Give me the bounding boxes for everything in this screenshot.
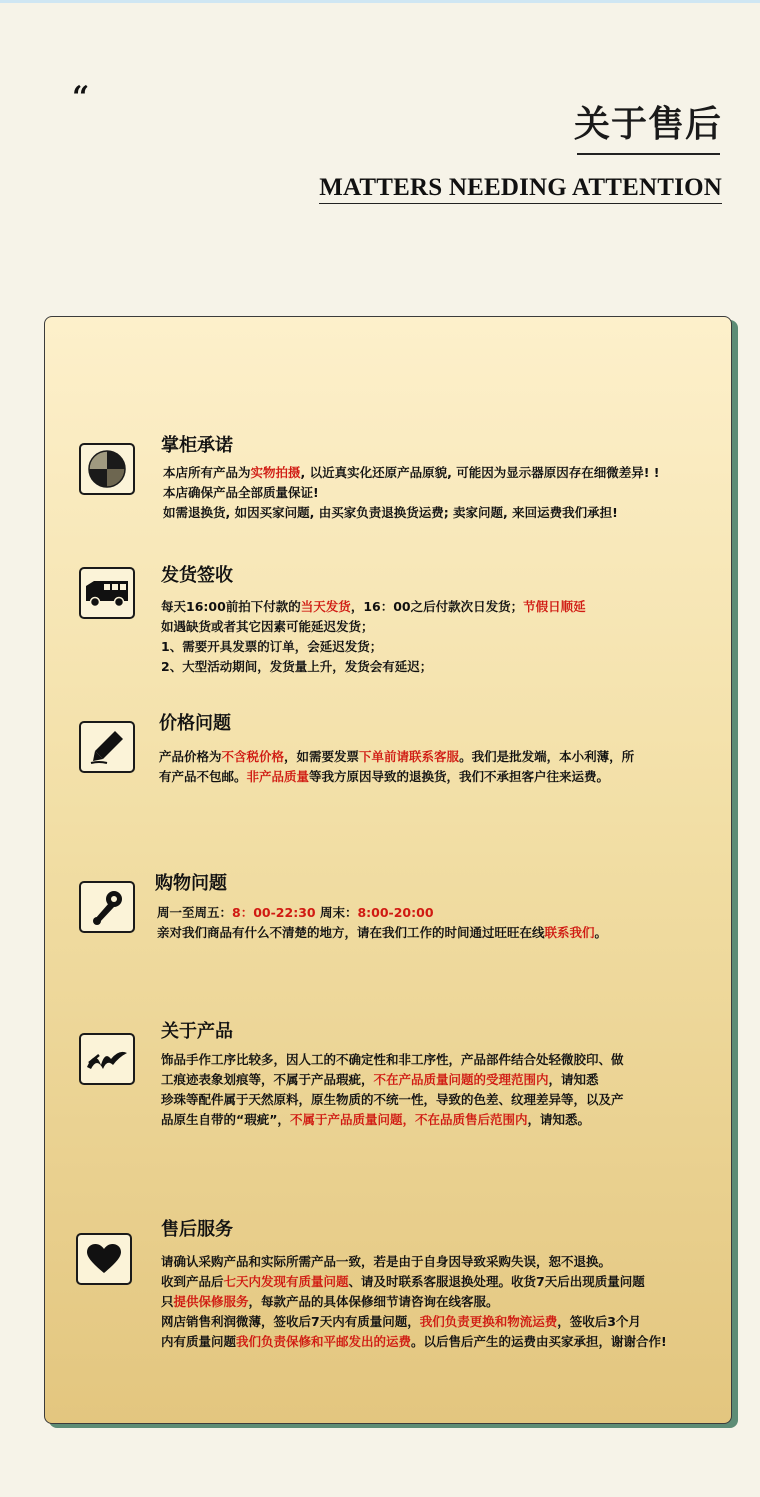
text-run: ，签收后3个月 bbox=[557, 1314, 641, 1329]
pie-icon bbox=[79, 443, 135, 495]
section-body-promise bbox=[163, 463, 660, 523]
quote-mark: “ bbox=[72, 80, 90, 115]
section-body-aftersales bbox=[161, 1252, 667, 1352]
text-run: 如遇缺货或者其它因素可能延迟发货； bbox=[161, 619, 374, 634]
text-run: ，请知悉 bbox=[548, 1072, 599, 1087]
text-run: 饰品手作工序比较多，因人工的不确定性和非工序性，产品部件结合处轻微胶印、做 bbox=[161, 1052, 624, 1067]
text-run: 、请及时联系客服退换处理。收货7天后出现质量问题 bbox=[348, 1274, 645, 1289]
highlight-run: 8：00-22:30 bbox=[232, 905, 316, 920]
text-line bbox=[161, 1272, 667, 1292]
highlight-run: 下单前请联系客服 bbox=[359, 749, 460, 764]
title-divider bbox=[577, 153, 720, 155]
van-icon bbox=[79, 567, 135, 619]
text-run: 本店所有产品为 bbox=[163, 465, 251, 480]
highlight-run: 我们负责保修和平邮发出的运费 bbox=[236, 1334, 412, 1349]
text-run: ，16：00之后付款次日发货； bbox=[350, 599, 524, 614]
text-run: 珍珠等配件属于天然原料，原生物质的不统一性，导致的色差、纹理差异等，以及产 bbox=[161, 1092, 624, 1107]
text-run: 2、大型活动期间，发货量上升，发货会有延迟； bbox=[161, 659, 433, 674]
text-line bbox=[163, 463, 660, 483]
highlight-run: 联系我们 bbox=[544, 925, 595, 940]
text-run: 请确认采购产品和实际所需产品一致，若是由于自身因导致采购失误，恕不退换。 bbox=[161, 1254, 612, 1269]
section-body-shipping bbox=[161, 597, 586, 677]
text-run: ，每款产品的具体保修细节请咨询在线客服。 bbox=[248, 1294, 499, 1309]
highlight-run: 我们负责更换和物流运费 bbox=[419, 1314, 558, 1329]
text-run: 网店销售利润微薄，签收后7天内有质量问题， bbox=[161, 1314, 420, 1329]
text-run: 周末： bbox=[315, 905, 358, 920]
section-body-shopping bbox=[157, 903, 607, 943]
page-title: 关于售后 bbox=[573, 103, 722, 145]
text-run: 内有质量问题 bbox=[161, 1334, 237, 1349]
text-line bbox=[161, 657, 586, 677]
highlight-run: 七天内发现有质量问题 bbox=[223, 1274, 349, 1289]
text-line bbox=[163, 483, 660, 503]
highlight-run: 提供保修服务 bbox=[173, 1294, 249, 1309]
text-line bbox=[161, 597, 586, 617]
text-line bbox=[161, 1050, 624, 1070]
text-run: 产品价格为 bbox=[159, 749, 222, 764]
text-line bbox=[161, 1252, 667, 1272]
highlight-run: 8:00-20:00 bbox=[357, 905, 434, 920]
text-run: 每天16:00前拍下付款的 bbox=[161, 599, 301, 614]
top-accent-line bbox=[0, 0, 760, 3]
text-line bbox=[161, 637, 586, 657]
text-line bbox=[161, 1110, 624, 1130]
text-line bbox=[161, 617, 586, 637]
text-run: 。我们是批发端，本小利薄，所 bbox=[459, 749, 635, 764]
notice-card bbox=[44, 316, 732, 1424]
section-body-price bbox=[159, 747, 634, 787]
text-line bbox=[161, 1332, 667, 1352]
section-title-shipping: 发货签收 bbox=[161, 565, 233, 586]
text-run: 。以后售后产生的运费由买家承担，谢谢合作! bbox=[411, 1334, 667, 1349]
highlight-run: 非产品质量 bbox=[246, 769, 310, 784]
text-line bbox=[157, 923, 607, 943]
highlight-run: 当天发货 bbox=[300, 599, 351, 614]
text-run: 。 bbox=[594, 925, 608, 940]
text-line bbox=[163, 503, 660, 523]
highlight-run: 节假日顺延 bbox=[523, 599, 586, 614]
text-run: 工痕迹表象划痕等，不属于产品瑕疵， bbox=[161, 1072, 374, 1087]
heart-icon bbox=[76, 1233, 132, 1285]
page-subtitle: MATTERS NEEDING ATTENTION bbox=[319, 174, 722, 204]
section-title-product: 关于产品 bbox=[161, 1021, 233, 1042]
mouse-key-icon bbox=[79, 881, 135, 933]
text-run: 亲对我们商品有什么不清楚的地方，请在我们工作的时间通过旺旺在线 bbox=[157, 925, 545, 940]
text-run: ，如需要发票 bbox=[284, 749, 360, 764]
text-line bbox=[159, 767, 634, 787]
brush-icon bbox=[79, 1033, 135, 1085]
highlight-run: 不含税价格 bbox=[221, 749, 285, 764]
text-run: 1、需要开具发票的订单，会延迟发货； bbox=[161, 639, 383, 654]
text-line bbox=[161, 1312, 667, 1332]
text-run: , 以近真实化还原产品原貌, 可能因为显示器原因存在细微差异! ! bbox=[300, 465, 660, 480]
text-run: 本店确保产品全部质量保证! bbox=[163, 485, 319, 500]
section-body-product bbox=[161, 1050, 624, 1130]
text-run: 如需退换货, 如因买家问题, 由买家负责退换货运费; 卖家问题, 来回运费我们承担! bbox=[163, 505, 618, 520]
section-title-promise: 掌柜承诺 bbox=[161, 435, 233, 456]
text-run: ，请知悉。 bbox=[527, 1112, 590, 1127]
highlight-run: 不在产品质量问题的受理范围内 bbox=[373, 1072, 549, 1087]
section-title-price: 价格问题 bbox=[159, 713, 231, 734]
text-line bbox=[159, 747, 634, 767]
text-run: 品原生自带的“瑕疵”， bbox=[161, 1112, 290, 1127]
text-line bbox=[161, 1090, 624, 1110]
section-title-shopping: 购物问题 bbox=[155, 873, 227, 894]
section-title-aftersales: 售后服务 bbox=[161, 1219, 233, 1240]
text-line bbox=[161, 1070, 624, 1090]
text-run: 等我方原因导致的退换货，我们不承担客户往来运费。 bbox=[309, 769, 610, 784]
text-line bbox=[161, 1292, 667, 1312]
highlight-run: 不属于产品质量问题，不在品质售后范围内 bbox=[289, 1112, 528, 1127]
highlight-run: 实物拍摄 bbox=[250, 465, 301, 480]
marker-pen-icon bbox=[79, 721, 135, 773]
text-run: 有产品不包邮。 bbox=[159, 769, 247, 784]
text-run: 收到产品后 bbox=[161, 1274, 224, 1289]
text-run: 周一至周五： bbox=[157, 905, 233, 920]
text-run: 只 bbox=[161, 1294, 174, 1309]
text-line bbox=[157, 903, 607, 923]
